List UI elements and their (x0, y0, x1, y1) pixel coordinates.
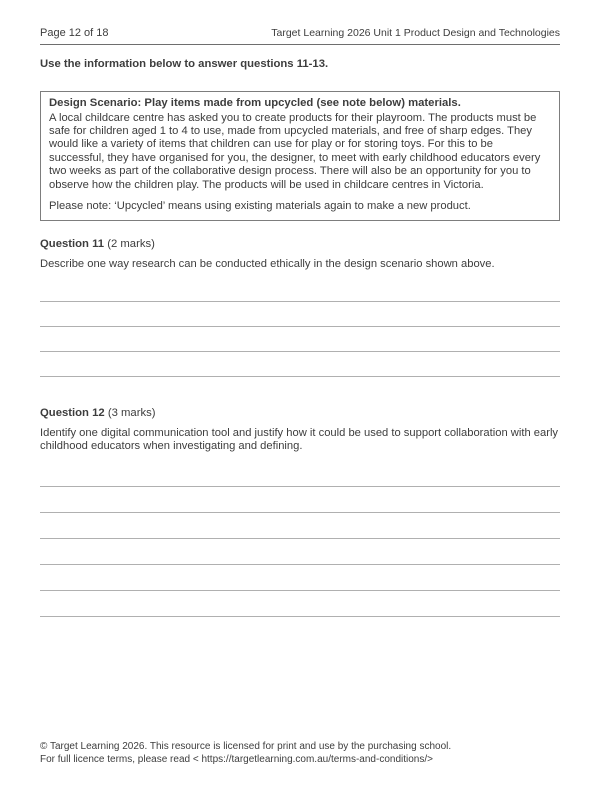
question-11-heading (40, 238, 560, 252)
question-11-answer-area (40, 277, 560, 377)
page-indicator: Page 12 of 18 (40, 27, 109, 39)
answer-line (40, 539, 560, 565)
footer-copyright: © Target Learning 2026. This resource is licensed for print and use by the purchasing school. (40, 741, 452, 752)
question-12-number: Question 12 (40, 407, 105, 420)
document-title: Target Learning 2026 Unit 1 Product Design and Technologies (271, 27, 560, 39)
question-11-number: Question 11 (40, 238, 105, 251)
design-scenario-box (40, 91, 560, 221)
scenario-title: Design Scenario: Play items made from upcycled (see note below) materials. (49, 97, 461, 109)
answer-line (40, 352, 560, 377)
footer-licence-terms: For full licence terms, please read < https://targetlearning.com.au/terms-and-conditions/> (40, 754, 433, 765)
answer-line (40, 487, 560, 513)
answer-line (40, 327, 560, 352)
question-12-heading (40, 407, 560, 421)
scenario-note: Please note: ‘Upcycled’ means using existing materials again to make a new product. (49, 199, 471, 212)
question-11-prompt: Describe one way research can be conducted ethically in the design scenario shown above. (40, 257, 495, 270)
question-11-marks: (2 marks) (107, 238, 155, 251)
answer-line (40, 461, 560, 487)
question-12-prompt: Identify one digital communication tool and justify how it could be used to support collaboration with early childhood educators when investigating and defining. (40, 426, 559, 453)
question-11 (40, 238, 560, 377)
answer-line (40, 565, 560, 591)
answer-line (40, 513, 560, 539)
question-12-answer-area (40, 461, 560, 617)
answer-line (40, 302, 560, 327)
page-header (40, 27, 560, 45)
page-footer (40, 740, 560, 766)
section-instruction: Use the information below to answer questions 11-13. (40, 58, 329, 70)
question-12-marks: (3 marks) (107, 407, 156, 420)
question-12 (40, 407, 560, 617)
scenario-body: A local childcare centre has asked you to create products for their playroom. The products must be safe for children aged 1 to 4 to use, made from upcycled materials, and free of sharp edges. They would like a variety of items that children can use for play or for storing toys. For this to be successful, they have organised for you, the designer, to meet with early childhood educators every two weeks as part of the collaborative design process. There will also be an opportunity for you to observe how the children play. The products will be used in childcare centres in Victoria. (49, 111, 541, 191)
answer-line (40, 591, 560, 617)
answer-line (40, 277, 560, 302)
